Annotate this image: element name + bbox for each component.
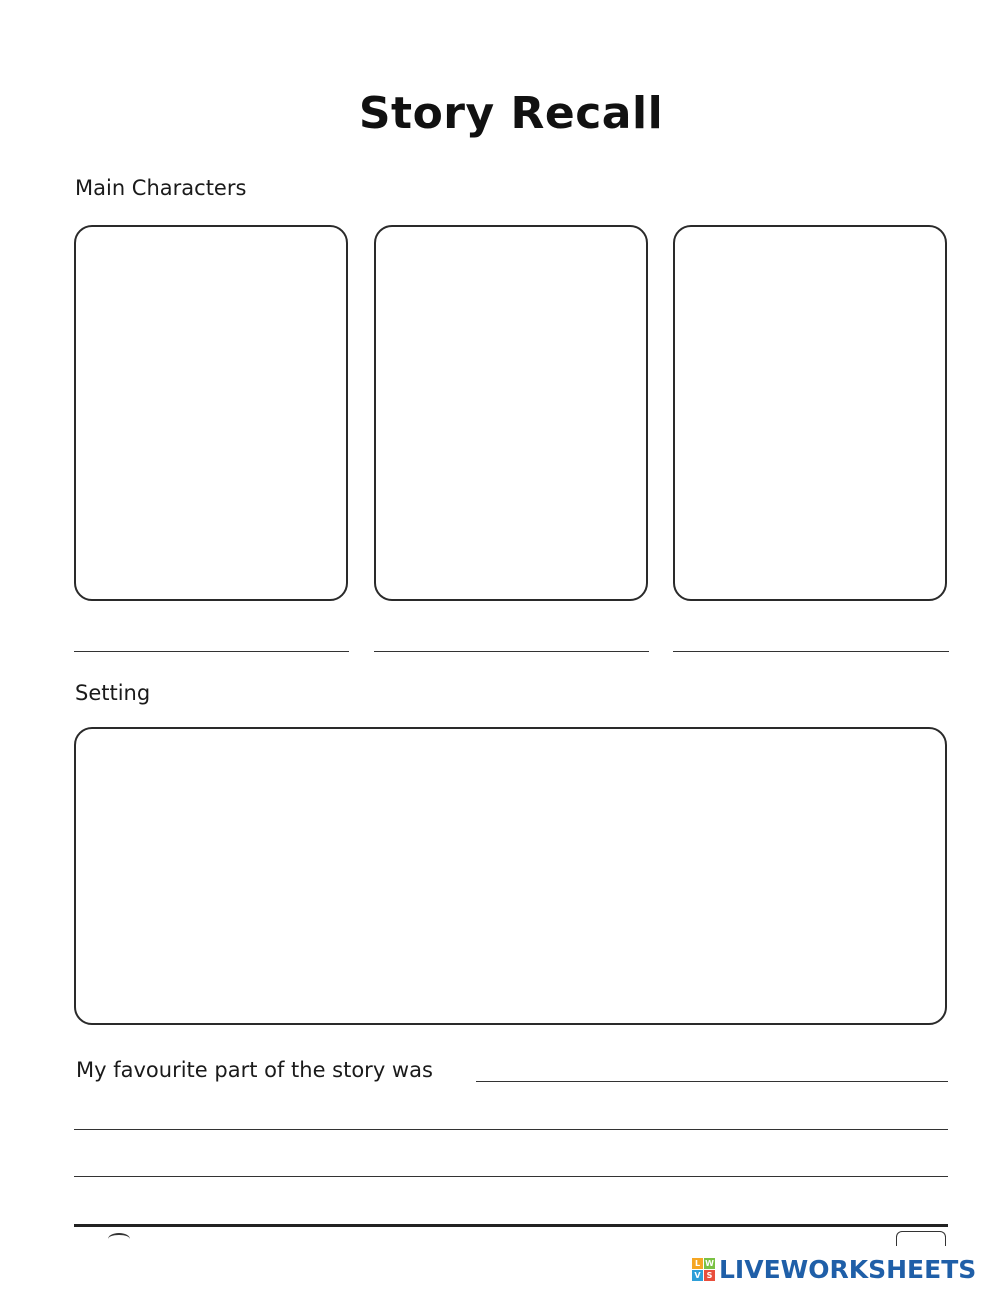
- liveworksheets-logo-icon: L W V S: [692, 1258, 715, 1281]
- setting-label: Setting: [75, 681, 151, 705]
- liveworksheets-logo: [692, 1254, 976, 1284]
- setting-box[interactable]: [74, 727, 947, 1025]
- main-characters-label: Main Characters: [75, 176, 247, 200]
- character-box-3[interactable]: [673, 225, 947, 601]
- favourite-part-prompt: My favourite part of the story was: [76, 1058, 433, 1082]
- character-name-line-3[interactable]: [673, 651, 949, 652]
- favourite-answer-line-1[interactable]: [476, 1081, 948, 1082]
- footer-divider: [74, 1224, 948, 1227]
- character-name-line-1[interactable]: [74, 651, 349, 652]
- character-box-2[interactable]: [374, 225, 648, 601]
- footer-mark-left: [108, 1233, 130, 1245]
- footer-mark-right: [896, 1231, 946, 1246]
- worksheet-title: Story Recall: [358, 88, 664, 139]
- favourite-answer-line-3[interactable]: [74, 1176, 948, 1177]
- favourite-answer-line-2[interactable]: [74, 1129, 948, 1130]
- character-box-1[interactable]: [74, 225, 348, 601]
- character-name-line-2[interactable]: [374, 651, 649, 652]
- liveworksheets-logo-text: LIVEWORKSHEETS: [719, 1254, 977, 1284]
